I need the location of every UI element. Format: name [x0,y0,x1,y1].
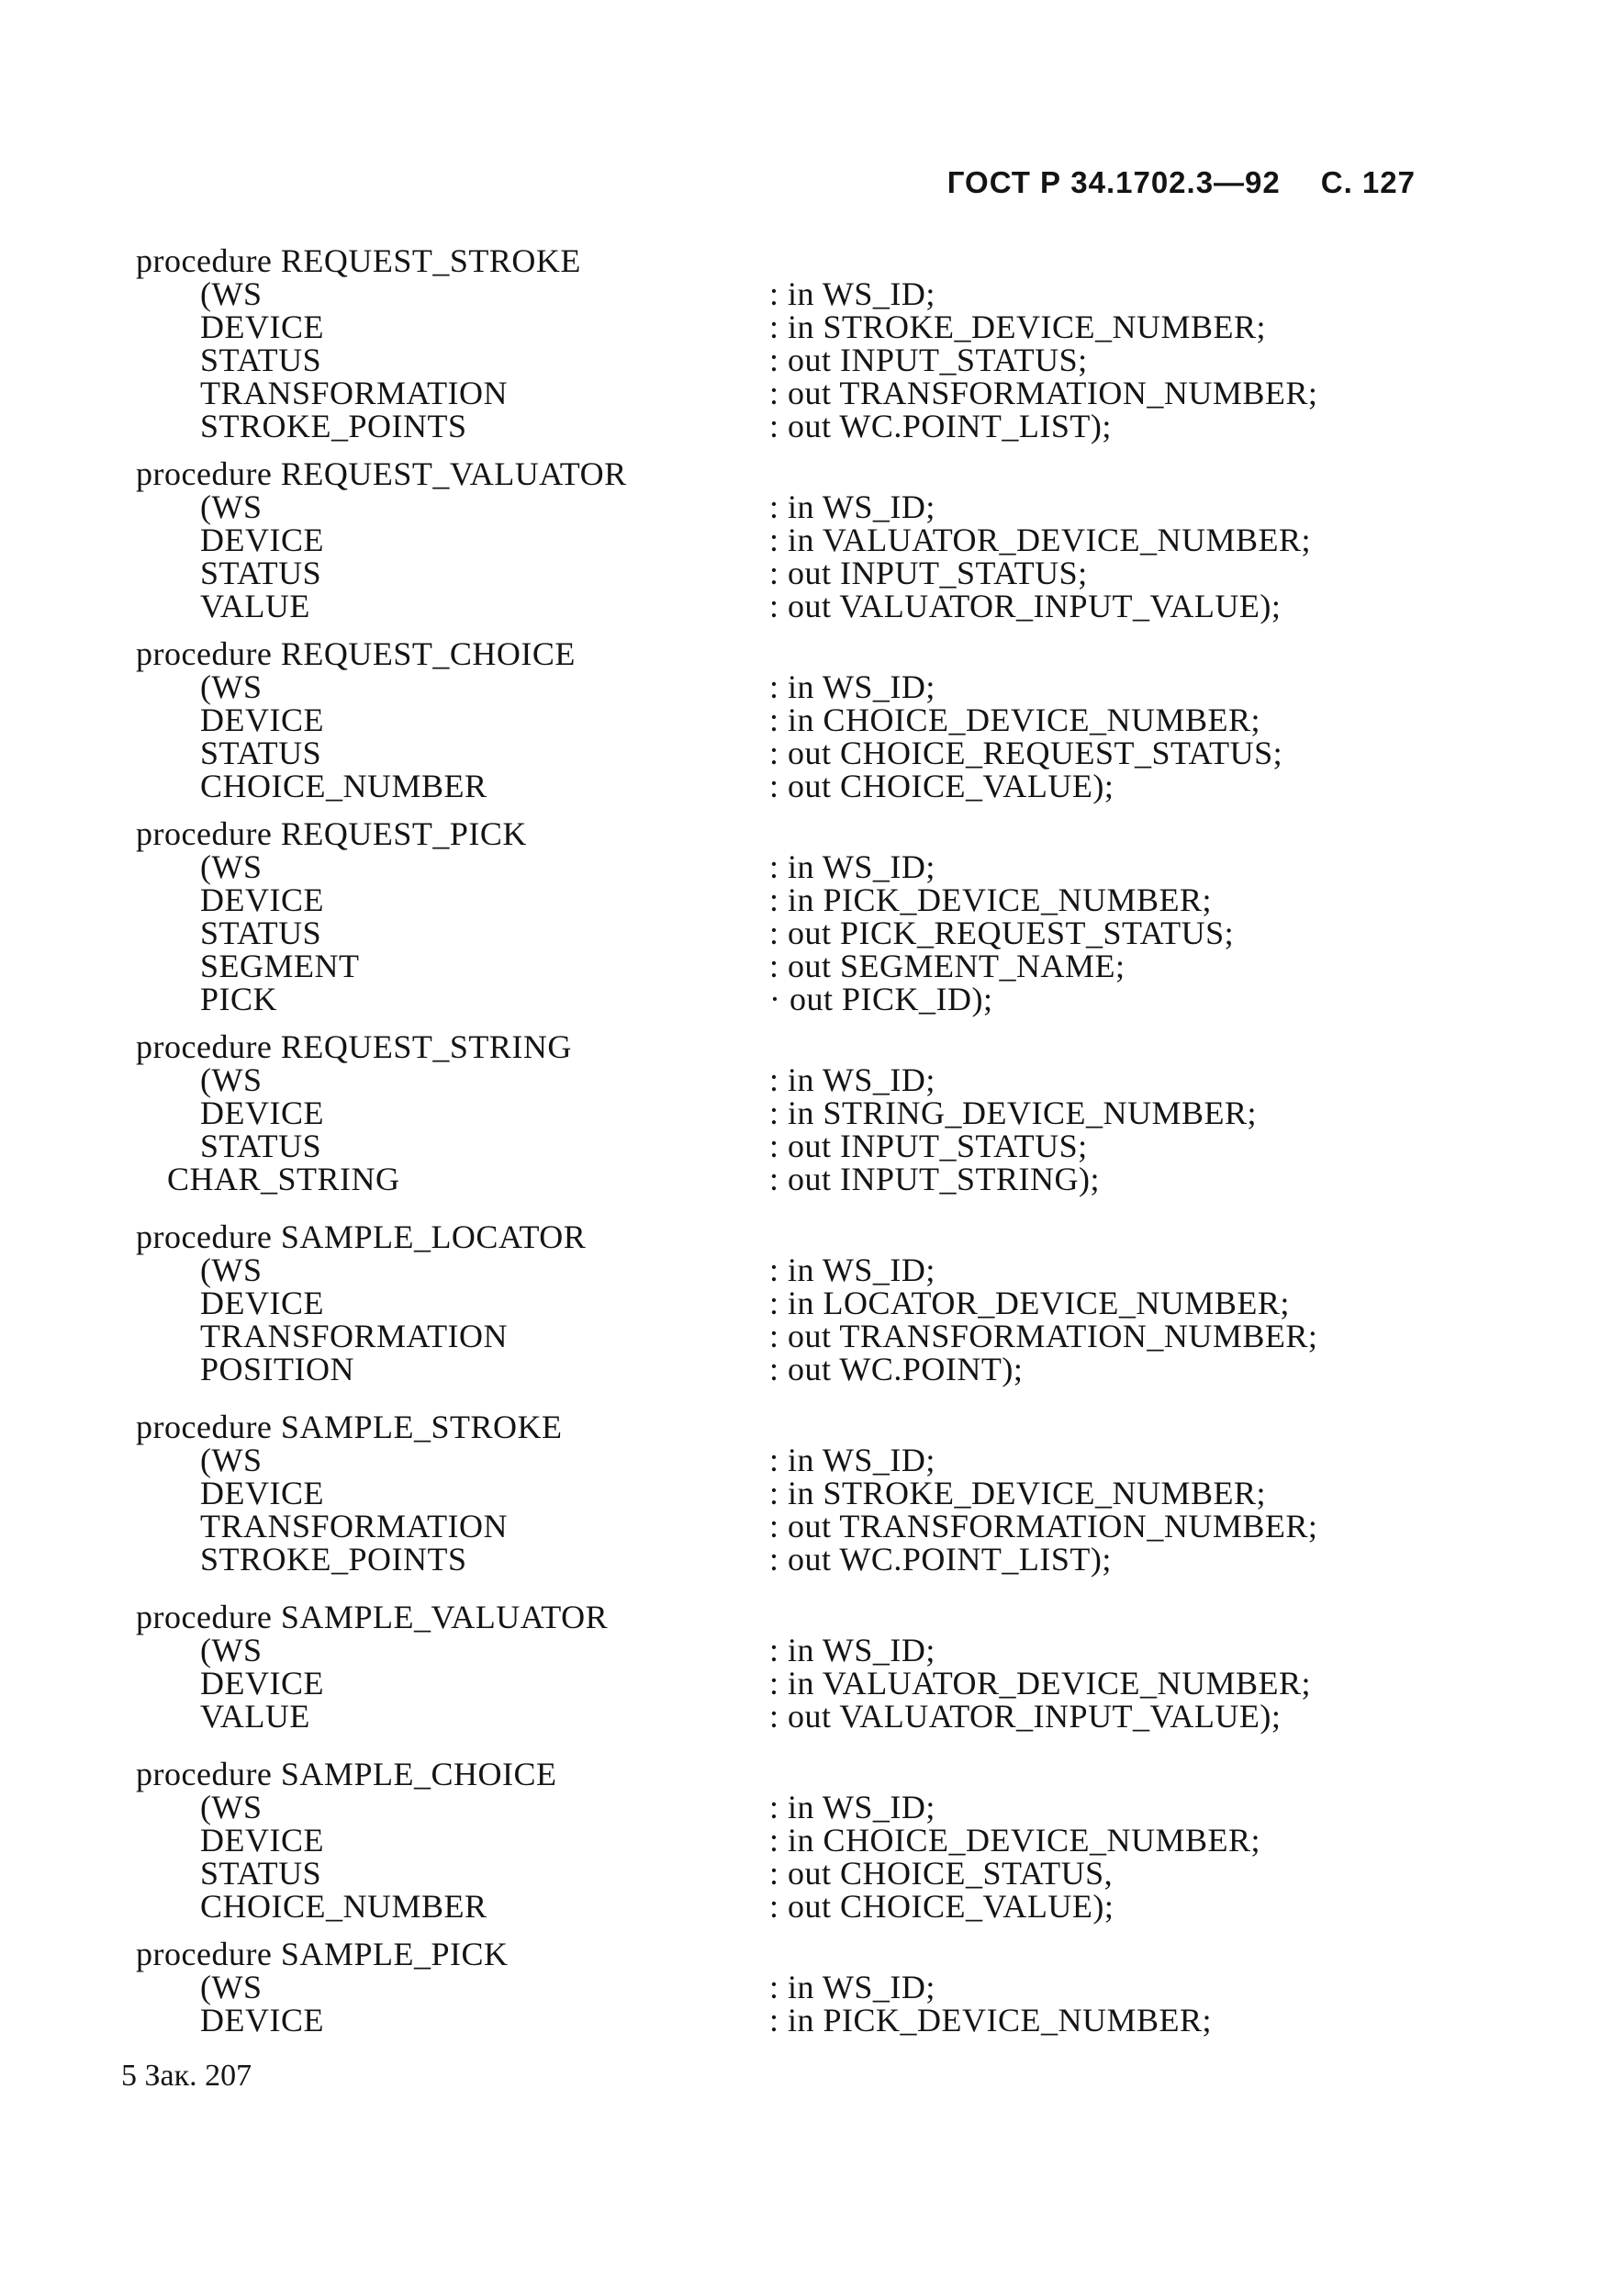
parameter-name: CHOICE_NUMBER [200,768,487,804]
parameter-row [136,703,1439,736]
parameter-name: STATUS [200,1855,322,1892]
parameter-type: : in STROKE_DEVICE_NUMBER; [769,1475,1267,1511]
parameter-type: : out WC.POINT_LIST); [769,1541,1112,1578]
parameter-name: SEGMENT [200,948,360,984]
parameter-row [136,1667,1439,1700]
parameter-type: : in WS_ID; [769,1252,935,1288]
parameter-name: DEVICE [200,1822,324,1859]
procedure-name: procedure REQUEST_CHOICE [136,635,576,672]
parameter-row [136,1477,1439,1510]
parameter-type: · out PICK_ID); [769,981,993,1017]
parameter-type: : in WS_ID; [769,489,935,525]
parameter-name: (WS [200,668,263,705]
parameter-name: STATUS [200,342,322,378]
parameter-name: TRANSFORMATION [200,1508,509,1544]
page-number: С. 127 [1320,165,1416,199]
parameter-name: (WS [200,1969,263,2005]
parameter-row [136,1634,1439,1667]
parameter-type: : out WC.POINT_LIST); [769,408,1112,444]
procedure-name: procedure REQUEST_STROKE [136,242,581,279]
parameter-type: : in PICK_DEVICE_NUMBER; [769,2002,1213,2038]
parameter-type: : in WS_ID; [769,1632,935,1668]
parameter-row [136,983,1439,1016]
parameter-row [136,277,1439,310]
parameter-type: : in WS_ID; [769,848,935,885]
parameter-row [136,310,1439,343]
parameter-row [136,1857,1439,1890]
parameter-row [136,1791,1439,1824]
parameter-name: STATUS [200,1128,322,1164]
parameter-row [136,1063,1439,1096]
parameter-type: : in VALUATOR_DEVICE_NUMBER; [769,522,1312,558]
procedure-block [136,1600,1439,1733]
parameter-name: VALUE [200,588,310,624]
parameter-type: : in CHOICE_DEVICE_NUMBER; [769,702,1260,738]
parameter-type: : in STROKE_DEVICE_NUMBER; [769,309,1267,345]
parameter-type: : out CHOICE_VALUE); [769,768,1114,804]
parameter-row [136,916,1439,949]
parameter-name: DEVICE [200,1475,324,1511]
parameter-type: : out TRANSFORMATION_NUMBER; [769,1318,1318,1354]
parameter-type: : out CHOICE_VALUE); [769,1888,1114,1925]
parameter-row [136,1510,1439,1543]
parameter-type: : in PICK_DEVICE_NUMBER; [769,882,1213,918]
parameter-type: : out CHOICE_REQUEST_STATUS; [769,735,1283,771]
parameter-type: : out TRANSFORMATION_NUMBER; [769,1508,1318,1544]
procedure-block [136,244,1439,443]
parameter-row [136,343,1439,376]
parameter-row [136,556,1439,590]
procedure-name: procedure REQUEST_VALUATOR [136,455,627,492]
parameter-name: (WS [200,489,263,525]
parameter-row [136,1353,1439,1386]
parameter-type: : in WS_ID; [769,275,935,312]
parameter-row [136,1443,1439,1477]
parameter-type: : out VALUATOR_INPUT_VALUE); [769,1698,1282,1735]
parameter-name: DEVICE [200,1285,324,1321]
parameter-name: POSITION [200,1351,355,1387]
page-header [947,165,1416,200]
parameter-row [136,1129,1439,1162]
parameter-type: : in WS_ID; [769,1969,935,2005]
parameter-name: (WS [200,275,263,312]
procedure-block [136,1758,1439,1923]
parameter-type: : in WS_ID; [769,1061,935,1098]
parameter-name: STROKE_POINTS [200,408,467,444]
procedure-name: procedure REQUEST_STRING [136,1028,572,1065]
print-order-note: 5 Зак. 207 [121,2059,252,2093]
parameter-name: CHOICE_NUMBER [200,1888,487,1925]
parameter-name: (WS [200,848,263,885]
parameter-name: STATUS [200,915,322,951]
parameter-row [136,670,1439,703]
parameter-type: : out PICK_REQUEST_STATUS; [769,915,1235,951]
parameter-name: (WS [200,1632,263,1668]
procedure-name: procedure SAMPLE_VALUATOR [136,1599,609,1635]
parameter-name: DEVICE [200,1665,324,1701]
procedure-block [136,1030,1439,1196]
procedure-block [136,457,1439,623]
parameter-name: DEVICE [200,309,324,345]
parameter-type: : in LOCATOR_DEVICE_NUMBER; [769,1285,1290,1321]
parameter-name: DEVICE [200,1095,324,1131]
parameter-type: : out WC.POINT); [769,1351,1024,1387]
parameter-row [136,490,1439,523]
procedure-name: procedure SAMPLE_STROKE [136,1409,563,1445]
parameter-type: : out SEGMENT_NAME; [769,948,1126,984]
parameter-name: CHAR_STRING [167,1161,400,1197]
parameter-type: : in VALUATOR_DEVICE_NUMBER; [769,1665,1312,1701]
parameter-type: : in WS_ID; [769,1789,935,1825]
standard-number: ГОСТ Р 34.1702.3—92 [946,165,1281,199]
parameter-name: DEVICE [200,882,324,918]
parameter-type: : out INPUT_STRING); [769,1161,1100,1197]
parameter-row [136,1700,1439,1733]
parameter-row [136,883,1439,916]
parameter-name: STROKE_POINTS [200,1541,467,1578]
parameter-row [136,1971,1439,2004]
parameter-name: STATUS [200,735,322,771]
parameter-name: DEVICE [200,702,324,738]
procedure-block [136,1220,1439,1386]
parameter-row [136,2004,1439,2037]
parameter-name: (WS [200,1252,263,1288]
procedure-block [136,637,1439,803]
parameter-type: : in WS_ID; [769,1442,935,1478]
parameter-name: VALUE [200,1698,310,1735]
procedure-name: procedure REQUEST_PICK [136,815,527,852]
parameter-row [136,850,1439,883]
parameter-row [136,1543,1439,1576]
parameter-row [136,590,1439,623]
parameter-row [136,769,1439,803]
parameter-row [136,1162,1439,1196]
procedure-listing [136,244,1439,2037]
parameter-type: : out INPUT_STATUS; [769,1128,1088,1164]
procedure-block [136,1410,1439,1576]
parameter-name: (WS [200,1061,263,1098]
parameter-type: : out CHOICE_STATUS, [769,1855,1114,1892]
procedure-name: procedure SAMPLE_LOCATOR [136,1218,587,1255]
parameter-row [136,949,1439,983]
parameter-name: TRANSFORMATION [200,1318,509,1354]
parameter-type: : in CHOICE_DEVICE_NUMBER; [769,1822,1260,1859]
parameter-row [136,410,1439,443]
parameter-name: PICK [200,981,278,1017]
parameter-row [136,736,1439,769]
parameter-type: : out TRANSFORMATION_NUMBER; [769,375,1318,411]
procedure-block [136,1937,1439,2037]
parameter-row [136,376,1439,410]
parameter-type: : out VALUATOR_INPUT_VALUE); [769,588,1282,624]
parameter-row [136,1096,1439,1129]
parameter-type: : out INPUT_STATUS; [769,555,1088,591]
parameter-type: : out INPUT_STATUS; [769,342,1088,378]
parameter-name: TRANSFORMATION [200,375,509,411]
parameter-row [136,1824,1439,1857]
parameter-row [136,1890,1439,1923]
parameter-row [136,523,1439,556]
parameter-name: STATUS [200,555,322,591]
parameter-row [136,1253,1439,1286]
parameter-name: DEVICE [200,2002,324,2038]
parameter-type: : in STRING_DEVICE_NUMBER; [769,1095,1258,1131]
procedure-name: procedure SAMPLE_PICK [136,1936,509,1972]
parameter-name: (WS [200,1442,263,1478]
parameter-row [136,1320,1439,1353]
parameter-name: DEVICE [200,522,324,558]
procedure-name: procedure SAMPLE_CHOICE [136,1756,557,1792]
parameter-name: (WS [200,1789,263,1825]
parameter-row [136,1286,1439,1320]
procedure-block [136,817,1439,1016]
parameter-type: : in WS_ID; [769,668,935,705]
